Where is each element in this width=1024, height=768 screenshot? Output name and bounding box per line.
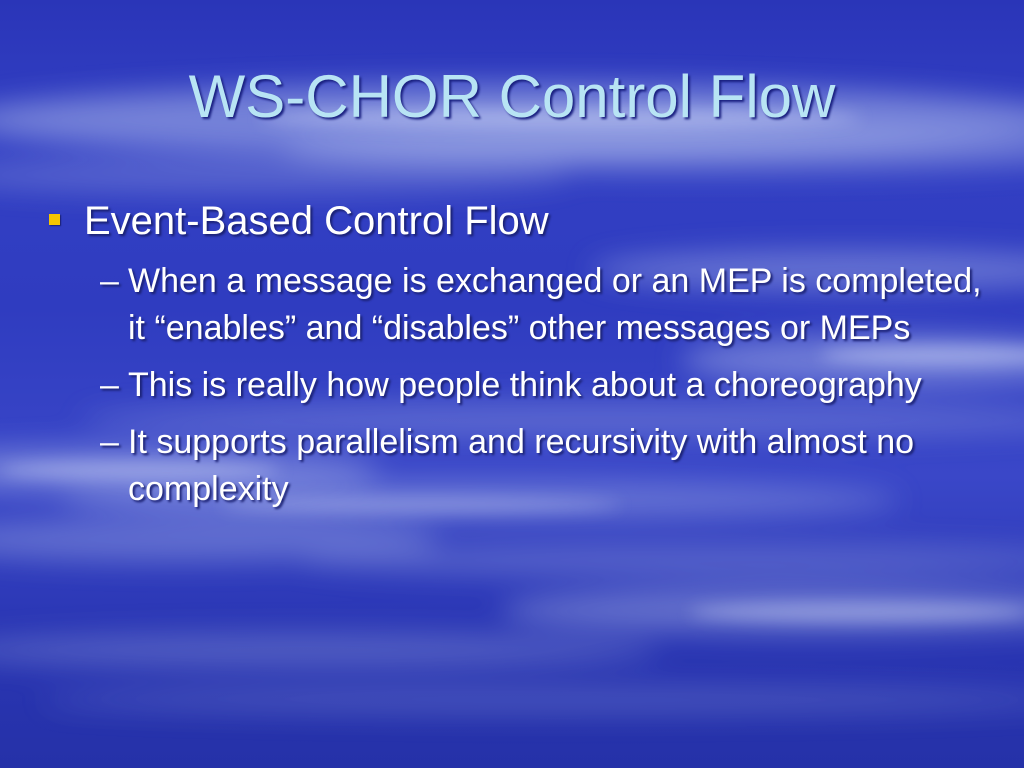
- sub-bullet-item: [44, 419, 984, 513]
- sub-bullet-item: [44, 362, 984, 409]
- square-bullet-icon: [49, 214, 60, 225]
- slide-body: [44, 196, 984, 523]
- dash-marker: –: [100, 262, 119, 300]
- sub-bullet-text: This is really how people think about a choreography: [128, 366, 922, 404]
- dash-marker: –: [100, 423, 119, 461]
- bullet-text: Event-Based Control Flow: [84, 199, 549, 243]
- bullet-item: [44, 196, 984, 246]
- slide-title: WS-CHOR Control Flow: [188, 63, 836, 130]
- sub-bullet-item: [44, 258, 984, 352]
- sub-bullet-text: It supports parallelism and recursivity with almost no complexity: [128, 423, 915, 508]
- dash-marker: –: [100, 366, 119, 404]
- sub-bullet-text: When a message is exchanged or an MEP is completed, it “enables” and “disables” other messages or MEPs: [128, 262, 982, 347]
